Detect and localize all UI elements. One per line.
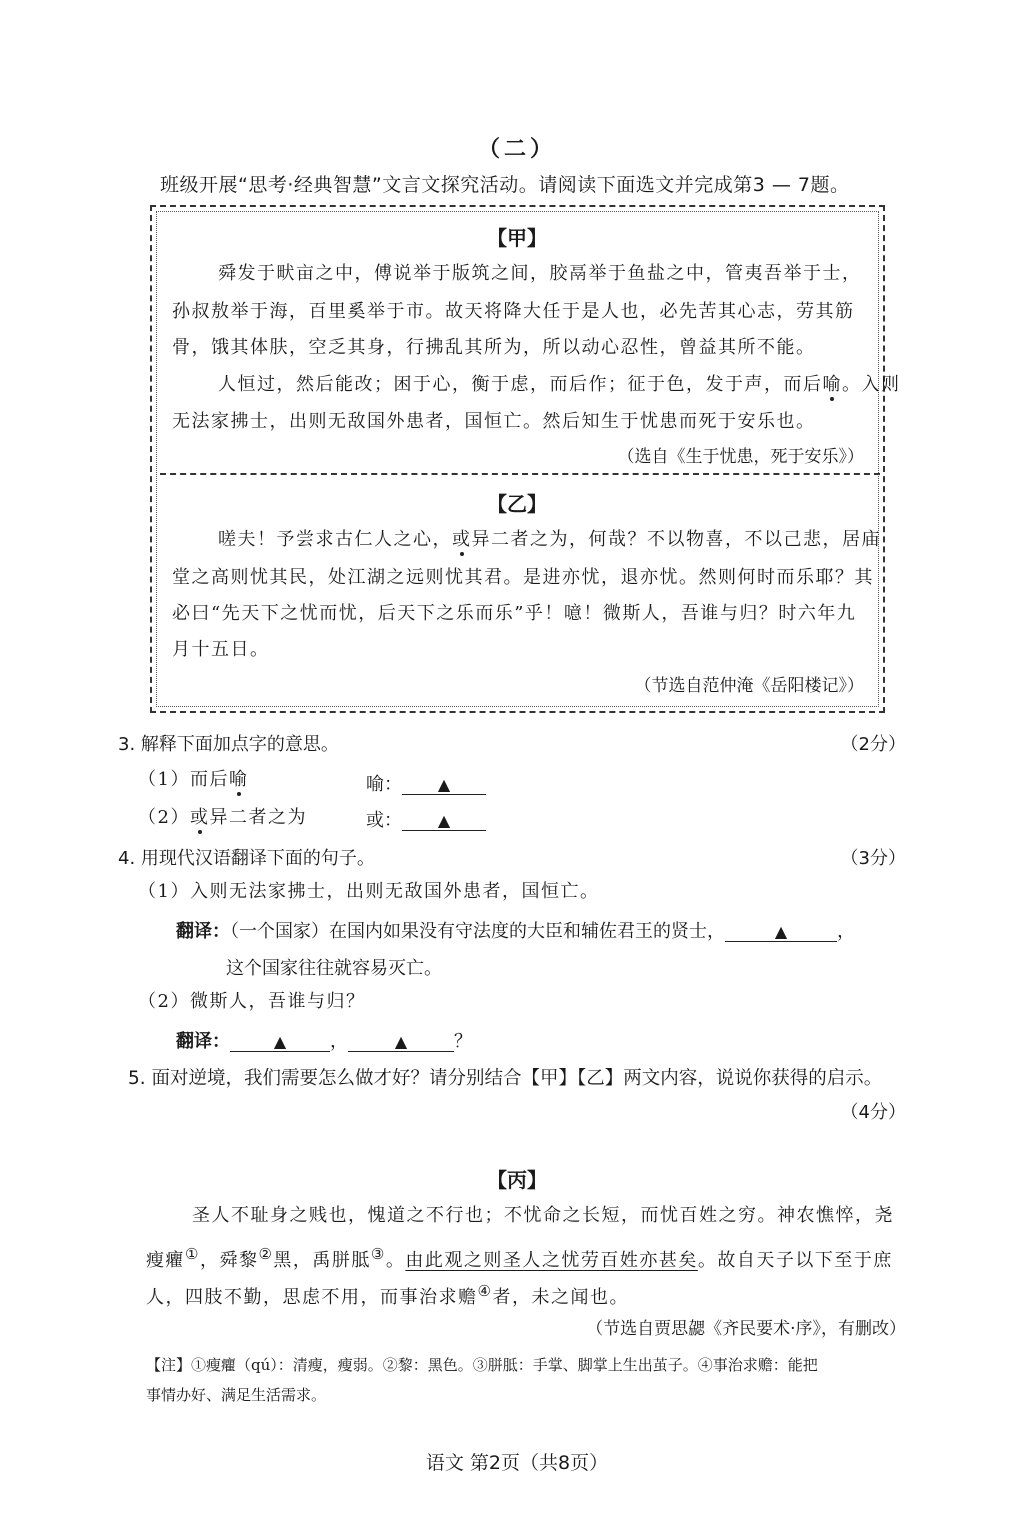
jia-p1-line3: 骨，饿其体肤，空乏其身，行拂乱其所为，所以动心忍性，曾益其所不能。 [172,337,816,358]
q3-item1-label: 喻： [366,774,402,795]
yi-line1-a: 嗟夫！予尝求古仁人之心， [218,529,452,550]
q4-trans2-blank1[interactable]: ▲ [230,1032,330,1052]
jia-p2-line1 [218,367,901,403]
q3-item2-answer [366,806,486,832]
bing-l2c: 黑，禹胼胝 [273,1250,371,1271]
q3-item2 [138,800,307,836]
q4-trans2-label: 翻译： [176,1031,230,1052]
q3-stem: 3. 解释下面加点字的意思。 [118,734,339,755]
q4-trans2 [176,1027,472,1053]
q4-trans1-cont: 这个国家往往就容易灭亡。 [226,958,442,979]
yi-line4: 月十五日。 [172,639,270,660]
yi-line1 [218,522,881,558]
q3-item2-text: 异二者之为 [209,807,307,828]
section-title: （二） [477,136,556,162]
bing-l2e: 。故自天子以下至于庶 [697,1250,893,1271]
note-ref-1: ① [185,1245,200,1263]
q5-stem: 5. 面对逆境，我们需要怎么做才好？请分别结合【甲】【乙】两文内容，说说你获得的启示。 [128,1068,883,1089]
q3-item2-num: （2） [138,807,190,828]
q3-item2-blank[interactable]: ▲ [402,811,486,831]
q3-item2-label: 或： [366,810,402,831]
yi-line1-b: 异二者之为，何哉？不以物喜，不以己悲，居庙 [471,529,881,550]
bing-line3 [146,1273,629,1316]
jia-source: （选自《生于忧患，死于安乐》） [617,447,864,467]
q4-item2: （2）微斯人，吾谁与归？ [138,991,366,1012]
bing-note-line1: 【注】①瘦癯（qú）：清瘦，瘦弱。②黎：黑色。③胼胝：手掌、脚掌上生出茧子。④事治求赡：能把 [146,1356,818,1374]
note-ref-2: ② [258,1245,274,1263]
bing-l3b: 者，未之闻也。 [492,1287,629,1308]
note-ref-4: ④ [477,1282,493,1300]
passage-bing-heading: 【丙】 [487,1168,547,1192]
q4-trans2-comma: ， [330,1031,348,1052]
q3-score: （2分） [840,734,906,755]
q4-trans1-text: （一个国家）在国内如果没有守法度的大臣和辅佐君王的贤士， [230,921,725,942]
intro-text: 班级开展“思考·经典智慧”文言文探究活动。请阅读下面选文并完成第3 — 7题。 [160,174,850,196]
q4-trans1-label: 翻译： [176,921,230,942]
q4-stem: 4. 用现代汉语翻译下面的句子。 [118,848,375,869]
dotted-char-yu: 喻 [822,374,842,395]
yi-line2: 堂之高则忧其民，处江湖之远则忧其君。是进亦忧，退亦忧。然则何时而乐耶？其 [172,567,874,588]
passage-divider [160,473,880,475]
q4-trans2-blank2[interactable]: ▲ [348,1032,454,1052]
note-ref-3: ③ [370,1245,386,1263]
q3-item1-answer [366,770,486,796]
yi-source: （节选自范仲淹《岳阳楼记》） [634,676,864,696]
q3-item1-text: （1）而后 [138,769,229,790]
q4-trans1 [176,917,855,943]
jia-p2-line1-b: 。入则 [842,374,901,395]
passage-jia-heading: 【甲】 [487,226,547,250]
jia-p1-line2: 孙叔敖举于海，百里奚举于市。故天将降大任于是人也，必先苦其心志，劳其筋 [172,301,855,322]
passage-yi-heading: 【乙】 [487,492,547,516]
q5-score: （4分） [840,1102,906,1123]
q4-item1: （1）入则无法家拂士，出则无敌国外患者，国恒亡。 [138,881,600,902]
q4-trans2-qmark: ？ [454,1031,472,1052]
jia-p1-line1: 舜发于畎亩之中，傅说举于版筑之间，胶鬲举于鱼盐之中，管夷吾举于士， [218,263,862,284]
bing-note-line2: 事情办好、满足生活需求。 [146,1386,327,1404]
q4-trans1-blank[interactable]: ▲ [725,922,837,942]
q4-score: （3分） [840,848,906,869]
page-footer: 语文 第2页（共8页） [425,1452,609,1474]
underlined-sentence: 由此观之则圣人之忧劳百姓亦甚矣 [405,1250,698,1271]
bing-l2b: ，舜黎 [199,1250,259,1271]
bing-l2a: 瘦癯 [146,1250,185,1271]
bing-line1: 圣人不耻身之贱也，愧道之不行也；不忧命之长短，而忧百姓之穷。神农憔悴，尧 [192,1205,894,1226]
q3-item2-dotted: 或 [189,807,210,828]
jia-p2-line1-a: 人恒过，然后能改；困于心，衡于虑，而后作；征于色，发于声，而后 [218,374,823,395]
bing-l2d: 。 [385,1250,406,1271]
q3-item1-blank[interactable]: ▲ [402,775,486,795]
yi-line3: 必曰“先天下之忧而忧，后天下之乐而乐”乎！噫！微斯人，吾谁与归？时六年九 [172,603,857,624]
bing-source: （节选自贾思勰《齐民要术·序》，有删改） [586,1319,906,1339]
q3-item1 [138,762,248,798]
q4-trans1-end: ， [837,921,855,942]
bing-l3a: 人，四肢不勤，思虑不用，而事治求赡 [146,1287,478,1308]
dotted-char-huo: 或 [452,529,472,550]
jia-p2-line2: 无法家拂士，出则无敌国外患者，国恒亡。然后知生于忧患而死于安乐也。 [172,411,816,432]
q3-item1-dotted: 喻 [228,769,249,790]
